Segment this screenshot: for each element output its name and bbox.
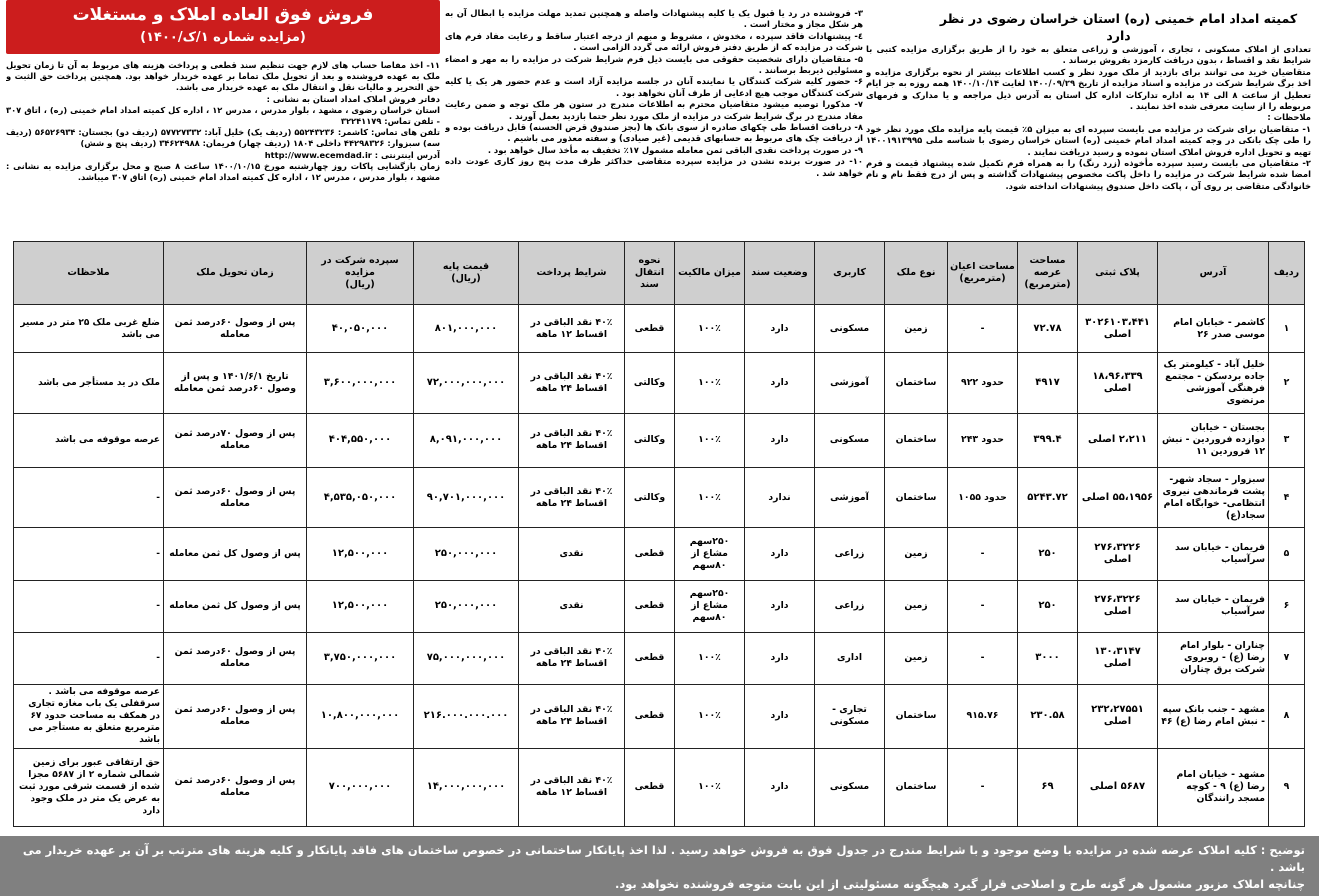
cell-type: ساختمان (885, 748, 948, 827)
cell-transfer: وکالتی (625, 353, 675, 413)
cell-transfer: قطعی (625, 580, 675, 632)
table-row (14, 580, 1305, 632)
cell-payment: ۴۰٪ نقد الباقی در اقساط ۱۲ ماهه (519, 748, 625, 827)
contact-phones: تلفن های تماس: کاشمر: ۵۵۲۴۳۲۳۶ (ردیف یک) خلیل آباد: ۵۷۷۲۷۳۳۲ (ردیف دو) بجستان: ۵۶۵۲۶۹۳۴ (ردیف سه) سبزوار: ۴۴۲۹۸۳۲۶ داخلی ۱۸۰۴ (ردیف چهار) فریمان: ۳۴۶۲۴۹۸۸ (ردیف پنج و شش) (6, 127, 440, 149)
note-9: ۹- در صورت پرداخت نقدی الباقی ثمن معامله مشمول ۱۷٪ تخفیف به مأخذ سال خواهد بود . (487, 144, 863, 155)
table-row (14, 748, 1305, 827)
cell-deposit: ۳,۷۵۰,۰۰۰,۰۰۰ (307, 632, 414, 684)
cell-deed: دارد (745, 305, 815, 353)
table-row (14, 685, 1305, 748)
committee-title: کمیته امداد امام خمینی (ره) استان خراسان رضوی در نظر دارد (939, 11, 1298, 43)
cell-delivery: پس از وصول ۶۰درصد ثمن معامله (164, 685, 307, 748)
cell-deed: ندارد (745, 467, 815, 527)
cell-ownership: ۱۰۰٪ (675, 748, 745, 827)
cell-deposit: ۳,۶۰۰,۰۰۰,۰۰۰ (307, 353, 414, 413)
cell-building-area: حدود ۱۰۵۵ (948, 467, 1018, 527)
office-label: دفاتر فروش املاک امداد استان به نشانی : (266, 93, 440, 104)
cell-usage: آموزشی (815, 467, 885, 527)
announcement-header (0, 0, 1319, 238)
cell-type: ساختمان (885, 467, 948, 527)
opening-info: زمان بازگشایی پاکات روز چهارشنبه مورخ ۱۴۰۰/۱۰/۱۵ ساعت ۸ صبح و محل برگزاری مزایده به نشانی : مشهد ، بلوار مدرس ، مدرس ۱۲ ، اداره کل کمیته امداد امام خمینی (ره) اتاق ۳۰۷ میباشد. (6, 160, 440, 183)
cell-land-area: ۴۹۱۷ (1018, 353, 1078, 413)
cell-base-price: ۱۴,۰۰۰,۰۰۰,۰۰۰ (414, 748, 519, 827)
cell-building-area: - (948, 632, 1018, 684)
cell-notes: - (14, 467, 164, 527)
cell-deposit: ۴۰,۰۵۰,۰۰۰ (307, 305, 414, 353)
table-header-row (14, 242, 1305, 305)
cell-base-price: ۷۲,۰۰۰,۰۰۰,۰۰۰ (414, 353, 519, 413)
properties-table (13, 241, 1305, 827)
cell-row-number: ۳ (1269, 413, 1305, 467)
cell-type: ساختمان (885, 685, 948, 748)
cell-deed: دارد (745, 413, 815, 467)
cell-building-area: حدود ۲۴۳ (948, 413, 1018, 467)
note-8: ۸- دریافت اقساط طی چکهای صادره از سوی بانک ها (بجز صندوق قرض الحسنه) قابل دریافت بوده و از دریافت چک های مربوط به حسابهای قدیمی (غیر صیادی) و سفته معذور می باشیم . (445, 122, 863, 144)
cell-base-price: ۲۱۶.۰۰۰.۰۰۰.۰۰۰ (414, 685, 519, 748)
cell-ownership: ۱۰۰٪ (675, 467, 745, 527)
cell-land-area: ۲۵۰ (1018, 528, 1078, 580)
cell-type: زمین (885, 632, 948, 684)
cell-ownership: ۱۰۰٪ (675, 632, 745, 684)
header-ownership: میزان مالکیت (675, 242, 745, 305)
cell-land-area: ۶۹ (1018, 748, 1078, 827)
cell-notes: ملک در ید مستأجر می باشد (14, 353, 164, 413)
intro-paragraph-1: تعدادی از املاک مسکونی ، تجاری ، آموزشی و زراعی متعلق به خود را از طریق برگزاری مزایده کتبی با شرایط نقد و اقساط ، بدون دریافت کارمزد بفروش برساند . (866, 44, 1311, 66)
cell-building-area: - (948, 580, 1018, 632)
cell-plaque: ۳۰۲۶۱۰۳،۴۴۱ اصلی (1078, 305, 1158, 353)
table-row (14, 467, 1305, 527)
cell-payment: ۴۰٪ نقد الباقی در اقساط ۲۴ ماهه (519, 413, 625, 467)
cell-plaque: ۱۳۰،۳۱۴۷ اصلی (1078, 632, 1158, 684)
headline-banner (6, 0, 440, 54)
header-plaque: پلاک ثبتی (1078, 242, 1158, 305)
cell-land-area: ۷۲.۷۸ (1018, 305, 1078, 353)
cell-ownership: ۱۰۰٪ (675, 353, 745, 413)
intro-paragraph-2: متقاضیان خرید می توانند برای بازدید از ملک مورد نظر و کسب اطلاعات بیشتر از نحوه برگزاری مزایده و اخذ برگ شرایط شرکت در مزایده و اسناد مزایده از تاریخ ۱۴۰۰/۰۹/۲۹ لغایت ۱۴۰۰/۱۰/۱۴ همه روزه به جز ایام تعطیل از ساعت ۸ الی ۱۴ به اداره تدارکات اداره کل استان به آدرس ذیل مراجعه و یا مدارک و فرمهای مربوطه را از سایت معرفی شده اخذ نمایند . (866, 66, 1311, 112)
note-2: ۲- متقاضیان می بایست رسید سپرده مأخوذه (زرد رنگ) را به همراه فرم تکمیل شده پیشنهاد قیمت و فرم امضا شده شرایط شرکت در مزایده را داخل پاکت مخصوص پیشنهادات گذاشته و پس از درج فقط نام و نام خانوادگی متقاضی بر روی آن ، پاکت داخل صندوق پیشنهادات انداخته شود. (866, 158, 1311, 191)
cell-delivery: پس از وصول کل ثمن معامله (164, 580, 307, 632)
cell-notes: - (14, 528, 164, 580)
cell-type: زمین (885, 305, 948, 353)
cell-address: فریمان - خیابان سد سرآسیاب (1158, 580, 1269, 632)
cell-usage: مسکونی (815, 748, 885, 827)
note-10: ۱۰- در صورت برنده نشدن در مزایده سپرده متقاضی حداکثر ظرف مدت پنج روز کاری عودت داده خواهد شد . (445, 156, 863, 178)
cell-notes: عرصه موقوفه می باشد (14, 413, 164, 467)
cell-plaque: ۵۵،۱۹۵۶ اصلی (1078, 467, 1158, 527)
website-line (6, 150, 440, 161)
cell-base-price: ۷۵,۰۰۰,۰۰۰,۰۰۰ (414, 632, 519, 684)
cell-base-price: ۲۵۰,۰۰۰,۰۰۰ (414, 580, 519, 632)
cell-row-number: ۲ (1269, 353, 1305, 413)
cell-row-number: ۹ (1269, 748, 1305, 827)
table-row (14, 632, 1305, 684)
cell-address: خلیل آباد - کیلومتر یک جاده بردسکن - مجتمع فرهنگی آموزشی مرتضوی (1158, 353, 1269, 413)
cell-deed: دارد (745, 353, 815, 413)
cell-deposit: ۴,۵۳۵,۰۵۰,۰۰۰ (307, 467, 414, 527)
note-7: ۷- مذکورا توصیه میشود متقاضیان محترم به اطلاعات مندرج در ستون هر ملک توجه و ضمن رعایت مفاد مندرج در برگ شرایط شرکت در مزایده از ملک مورد نظر حتما بازدید بعمل آورند . (445, 99, 863, 121)
properties-table-wrapper (14, 241, 1305, 827)
cell-address: فریمان - خیابان سد سرآسیاب (1158, 528, 1269, 580)
cell-usage: مسکونی (815, 305, 885, 353)
header-type: نوع ملک (885, 242, 948, 305)
cell-payment: ۴۰٪ نقد الباقی در اقساط ۲۴ ماهه (519, 467, 625, 527)
cell-building-area: - (948, 748, 1018, 827)
cell-building-area: - (948, 305, 1018, 353)
cell-ownership: ۲۵۰سهم مشاع از ۸۰سهم (675, 580, 745, 632)
cell-payment: نقدی (519, 580, 625, 632)
cell-ownership: ۱۰۰٪ (675, 413, 745, 467)
cell-usage: زراعی (815, 580, 885, 632)
cell-notes: ضلع غربی ملک ۲۵ متر در مسیر می باشد (14, 305, 164, 353)
cell-plaque: ۲۷۶،۳۲۲۶ اصلی (1078, 580, 1158, 632)
footer-line-2: چنانچه املاک مزبور مشمول هر گونه طرح و اصلاحی قرار گیرد هیچگونه مسئولیتی از این بابت متوجه فروشنده نخواهد بود. (614, 877, 1305, 891)
cell-land-area: ۳۰۰۰ (1018, 632, 1078, 684)
table-row (14, 305, 1305, 353)
cell-delivery: پس از وصول ۷۰درصد ثمن معامله (164, 413, 307, 467)
cell-land-area: ۲۵۰ (1018, 580, 1078, 632)
table-body (14, 305, 1305, 827)
website-label: آدرس اینترنتی : (374, 149, 440, 160)
cell-delivery: پس از وصول کل ثمن معامله (164, 528, 307, 580)
header-payment: شرایط پرداخت (519, 242, 625, 305)
auction-number: (مزایده شماره ۱/ک/۱۴۰۰) (140, 30, 306, 45)
header-row-number: ردیف (1269, 242, 1305, 305)
cell-usage: تجاری - مسکونی (815, 685, 885, 748)
cell-delivery: تاریخ ۱۴۰۱/۶/۱ و پس از وصول ۶۰درصد ثمن معامله (164, 353, 307, 413)
cell-usage: مسکونی (815, 413, 885, 467)
cell-notes: حق ارتفاقی عبور برای زمین شمالی شماره ۲ از ۵۶۸۷ مجزا شده از قسمت شرقی مورد ثبت به عرض یک متر در ملک وجود دارد (14, 748, 164, 827)
cell-deed: دارد (745, 748, 815, 827)
footer-notice (0, 836, 1319, 896)
cell-deposit: ۴۰۴,۵۵۰,۰۰۰ (307, 413, 414, 467)
cell-building-area: حدود ۹۲۲ (948, 353, 1018, 413)
table-row (14, 528, 1305, 580)
website-link[interactable]: http://www.ecemdad.ir (264, 149, 372, 160)
cell-base-price: ۲۵۰,۰۰۰,۰۰۰ (414, 528, 519, 580)
cell-plaque: ۲،۲۱۱ اصلی (1078, 413, 1158, 467)
cell-delivery: پس از وصول ۶۰درصد ثمن معامله (164, 305, 307, 353)
cell-deed: دارد (745, 528, 815, 580)
cell-type: زمین (885, 580, 948, 632)
cell-delivery: پس از وصول ۶۰درصد ثمن معامله (164, 467, 307, 527)
header-usage: کاربری (815, 242, 885, 305)
table-row (14, 413, 1305, 467)
header-transfer: نحوه انتقال سند (625, 242, 675, 305)
cell-land-area: ۵۲۴۳.۷۲ (1018, 467, 1078, 527)
cell-row-number: ۶ (1269, 580, 1305, 632)
cell-plaque: ۲۳۲،۲۷۵۵۱ اصلی (1078, 685, 1158, 748)
header-building-area: مساحت اعیان (مترمربع) (948, 242, 1018, 305)
cell-row-number: ۱ (1269, 305, 1305, 353)
cell-deposit: ۷۰۰,۰۰۰,۰۰۰ (307, 748, 414, 827)
cell-land-area: ۲۳۰.۵۸ (1018, 685, 1078, 748)
cell-notes: - (14, 580, 164, 632)
headline-title: فروش فوق العاده املاک و مستغلات (72, 5, 374, 25)
office-address: استان خراسان رضوی ، مشهد ، بلوار مدرس ، مدرس ۱۲ ، اداره کل کمیته امداد امام خمینی (ره) ، اتاق ۳۰۷ - تلفن تماس: ۳۲۲۴۱۱۷۹ (6, 104, 440, 127)
cell-base-price: ۸,۰۹۱,۰۰۰,۰۰۰ (414, 413, 519, 467)
cell-payment: ۴۰٪ نقد الباقی در اقساط ۱۲ ماهه (519, 305, 625, 353)
cell-transfer: قطعی (625, 632, 675, 684)
header-deposit-label: سپرده شرکت در مزایده (321, 255, 399, 278)
cell-ownership: ۱۰۰٪ (675, 305, 745, 353)
cell-transfer: قطعی (625, 528, 675, 580)
conditions-column (445, 8, 863, 246)
cell-plaque: ۲۷۶،۳۲۲۶ اصلی (1078, 528, 1158, 580)
cell-address: چناران - بلوار امام رضا (ع) - روبروی شرکت برق چناران (1158, 632, 1269, 684)
note-11: ۱۱- اخذ مفاصا حساب های لازم جهت تنظیم سند قطعی و پرداخت هزینه های مربوط به آن تا زمان تحویل ملک به عهده فروشنده و بعد از تحویل ملک تماما بر عهده خریدار خواهد بود. همچنین پرداخت حق الثبت و حق التحریر و مالیات نقل و انتقال ملک به عهده خریدار می باشد. (6, 60, 440, 93)
header-deed: وضعیت سند (745, 242, 815, 305)
header-notes: ملاحظات (14, 242, 164, 305)
cell-notes: - (14, 632, 164, 684)
cell-payment: ۴۰٪ نقد الباقی در اقساط ۲۴ ماهه (519, 685, 625, 748)
header-base-price-label: قیمت پایه (442, 261, 490, 272)
note-5: ۵- متقاضیان دارای شخصیت حقوقی می بایست ذیل فرم شرایط شرکت در مزایده را به مهر و امضاء مسئولین ذیربط برسانند . (445, 53, 863, 76)
cell-deed: دارد (745, 685, 815, 748)
header-delivery: زمان تحویل ملک (164, 242, 307, 305)
header-deposit-unit: (ریال) (345, 279, 375, 290)
cell-plaque: ۵۶۸۷ اصلی (1078, 748, 1158, 827)
cell-usage: آموزشی (815, 353, 885, 413)
cell-payment: ۴۰٪ نقد الباقی در اقساط ۲۴ ماهه (519, 632, 625, 684)
cell-building-area: ۹۱۵.۷۶ (948, 685, 1018, 748)
cell-type: زمین (885, 528, 948, 580)
cell-row-number: ۴ (1269, 467, 1305, 527)
cell-deed: دارد (745, 632, 815, 684)
cell-row-number: ۵ (1269, 528, 1305, 580)
note-4: ٤- پیشنهادات فاقد سپرده ، مخدوش ، مشروط و مبهم از درجه اعتبار ساقط و رعایت مفاد فرم های شرکت در مزایده که از طریق دفتر فروش ارائه می گردد الزامی است . (445, 30, 863, 53)
cell-building-area: - (948, 528, 1018, 580)
note-6: ۶- حضور کلیه شرکت کنندگان یا نماینده آنان در جلسه مزایده آزاد است و عدم حضور هر یک یا کلیه شرکت کنندگان موجب هیچ ادعایی از طرف آنان نخواهد بود . (445, 76, 863, 98)
cell-row-number: ۷ (1269, 632, 1305, 684)
cell-usage: زراعی (815, 528, 885, 580)
cell-notes: عرصه موقوفه می باشد . سرقفلی یک باب مغازه تجاری در همکف به مساحت حدود ۶۷ مترمربع متعلق به مستأجر می باشد (14, 685, 164, 748)
cell-transfer: وکالتی (625, 467, 675, 527)
headline-column (6, 0, 440, 238)
cell-payment: ۴۰٪ نقد الباقی در اقساط ۲۴ ماهه (519, 353, 625, 413)
cell-deposit: ۱۲,۵۰۰,۰۰۰ (307, 580, 414, 632)
cell-base-price: ۸۰۱,۰۰۰,۰۰۰ (414, 305, 519, 353)
cell-delivery: پس از وصول ۶۰درصد ثمن معامله (164, 748, 307, 827)
cell-ownership: ۲۵۰سهم مشاع از ۸۰سهم (675, 528, 745, 580)
cell-deposit: ۱۰,۸۰۰,۰۰۰,۰۰۰ (307, 685, 414, 748)
cell-type: ساختمان (885, 413, 948, 467)
header-land-area: مساحت عرصه (مترمربع) (1018, 242, 1078, 305)
header-base-price-unit: (ریال) (451, 273, 481, 284)
header-base-price (414, 242, 519, 305)
cell-address: کاشمر - خیابان امام موسی صدر ۲۶ (1158, 305, 1269, 353)
committee-intro-column (866, 10, 1311, 248)
cell-delivery: پس از وصول ۶۰درصد ثمن معامله (164, 632, 307, 684)
cell-plaque: ۱۸،۹۶،۳۳۹ اصلی (1078, 353, 1158, 413)
header-deposit (307, 242, 414, 305)
note-1: ۱- متقاضیان برای شرکت در مزایده می بایست سپرده ای به میزان ۵٪ قیمت پایه مزایده ملک مورد نظر خود را طی چک بانکی در وجه کمیته امداد امام خمینی (ره) استان خراسان رضوی با شناسه ملی ۱۴۰۰۱۹۱۳۹۹۵ تهیه و تحویل اداره فروش املاک استان نموده و رسید دریافت نمایند . (866, 123, 1311, 157)
cell-usage: اداری (815, 632, 885, 684)
cell-address: سبزوار - سجاد شهر- پشت فرماندهی نیروی انتظامی- خوابگاه امام سجاد(ع) (1158, 467, 1269, 527)
note-3: ۳- فروشنده در رد یا قبول یک یا کلیه پیشنهادات واصله و همچنین تمدید مهلت مزایده یا ابطال آن به هر شکل مجاز و مختار است . (445, 8, 863, 30)
cell-deed: دارد (745, 580, 815, 632)
cell-deposit: ۱۲,۵۰۰,۰۰۰ (307, 528, 414, 580)
cell-type: ساختمان (885, 353, 948, 413)
cell-transfer: قطعی (625, 685, 675, 748)
cell-transfer: وکالتی (625, 413, 675, 467)
cell-ownership: ۱۰۰٪ (675, 685, 745, 748)
cell-address: مشهد - جنب بانک سپه - نبش امام رضا (ع) ۴۶ (1158, 685, 1269, 748)
cell-row-number: ۸ (1269, 685, 1305, 748)
cell-payment: نقدی (519, 528, 625, 580)
footer-line-1: توضیح : کلیه املاک عرضه شده در مزایده با وضع موجود و با شرایط مندرج در جدول فوق به فروش خواهد رسید . لذا اخذ پایانکار ساختمانی در خصوص ساختمان های فاقد پایانکار و کلیه هزینه های مترتب بر آن بر عهده خریدار می باشد . (22, 843, 1305, 874)
table-row (14, 353, 1305, 413)
header-address: آدرس (1158, 242, 1269, 305)
cell-transfer: قطعی (625, 305, 675, 353)
cell-transfer: قطعی (625, 748, 675, 827)
notes-label: ملاحظات : (1267, 112, 1311, 123)
cell-base-price: ۹۰,۷۰۱,۰۰۰,۰۰۰ (414, 467, 519, 527)
cell-address: بجستان - خیابان دوازده فروردین - نبش ۱۲ فروردین ۱۱ (1158, 413, 1269, 467)
cell-land-area: ۳۹۹.۴ (1018, 413, 1078, 467)
cell-address: مشهد - خیابان امام رضا (ع) ۹ - کوچه مسجد رانندگان (1158, 748, 1269, 827)
